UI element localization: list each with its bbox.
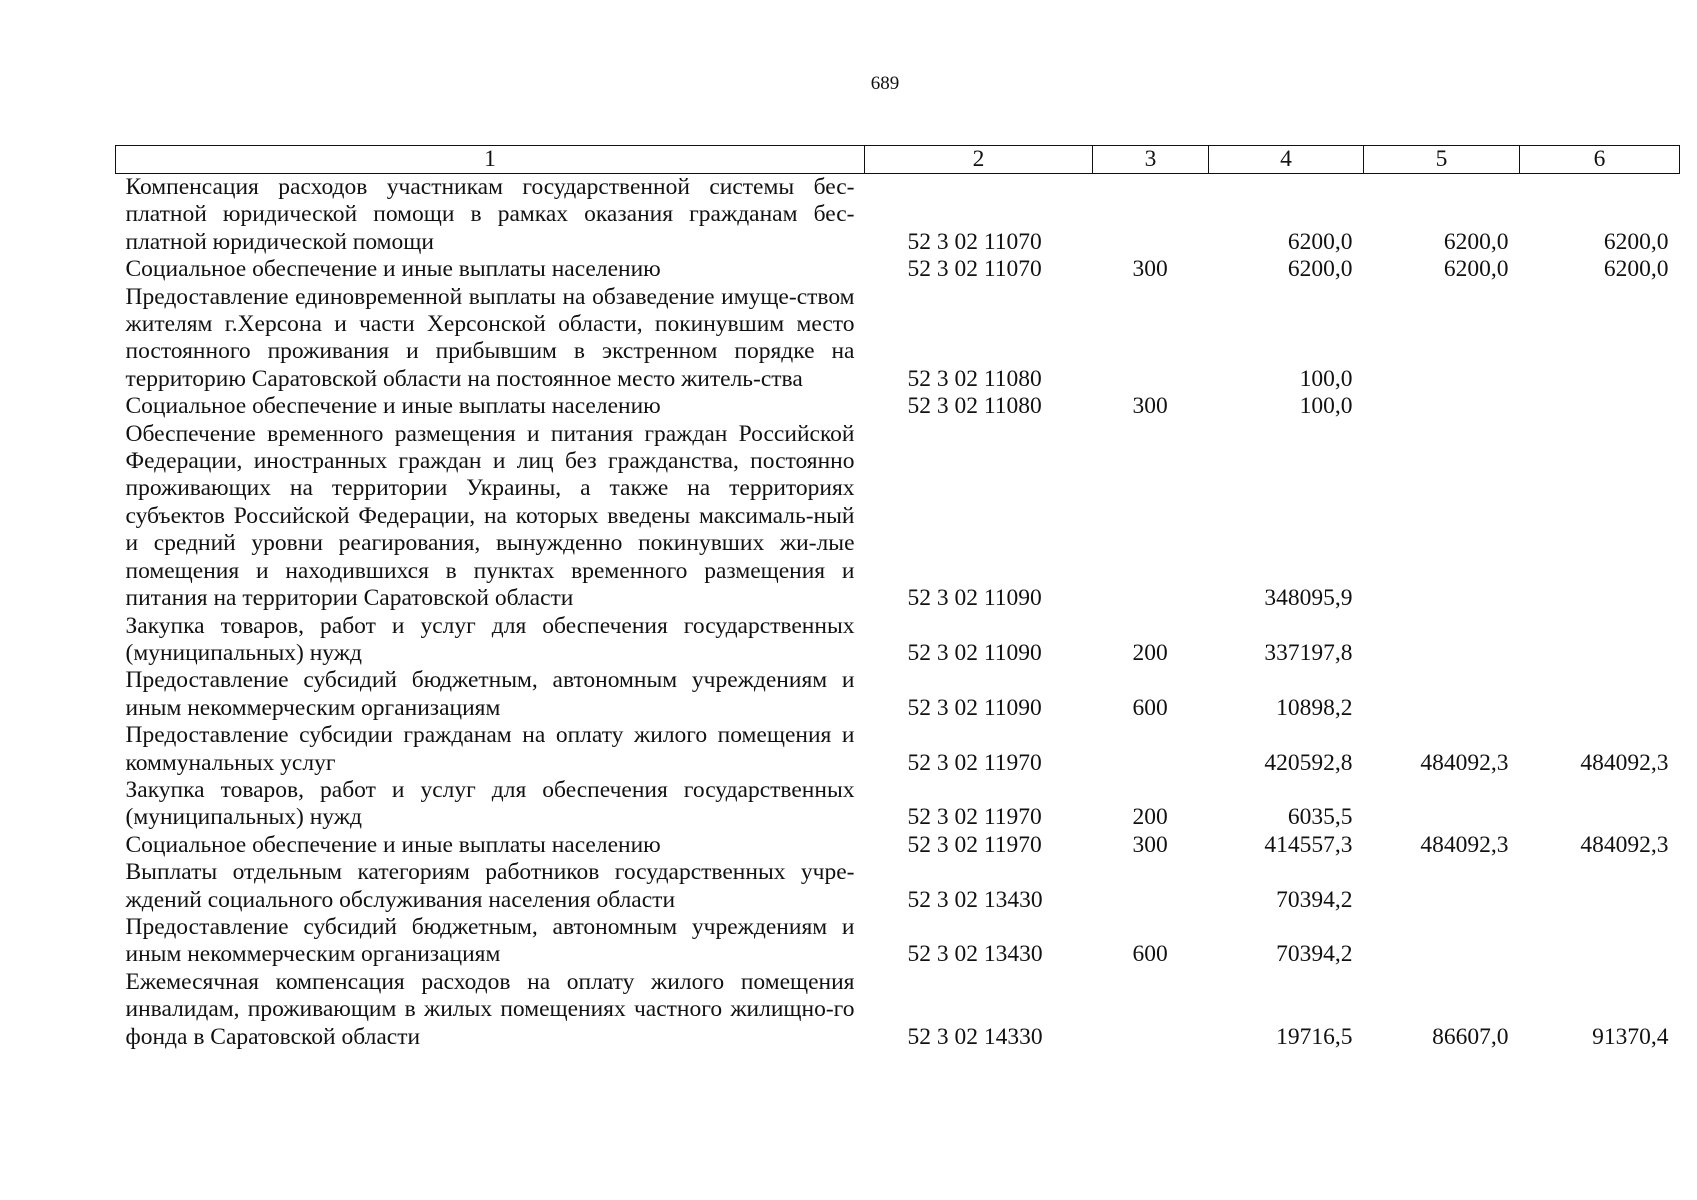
header-cell: 6 bbox=[1520, 146, 1680, 174]
row-expense-type bbox=[1093, 284, 1209, 394]
row-value-3: 6200,0 bbox=[1603, 228, 1669, 255]
row-expense-type bbox=[1093, 969, 1209, 1051]
table-body bbox=[116, 174, 1680, 1052]
row-value-1: 6200,0 bbox=[1287, 256, 1353, 283]
header-cell: 1 bbox=[116, 146, 865, 174]
row-expense-type bbox=[1093, 722, 1209, 777]
table-row bbox=[116, 722, 1680, 777]
row-code: 52 3 02 13430 bbox=[907, 886, 1043, 913]
row-value-3: 6200,0 bbox=[1603, 256, 1669, 283]
table-header bbox=[116, 146, 1680, 174]
row-value-1: 70394,2 bbox=[1276, 941, 1353, 968]
row-code: 52 3 02 11090 bbox=[907, 639, 1042, 666]
budget-table-container bbox=[115, 145, 1679, 1051]
row-value-2 bbox=[1364, 667, 1520, 722]
row-description: Компенсация расходов участникам государственной системы бес-платной юридической помощи в рамках оказания гражданам бес-платной юридической помощи bbox=[125, 174, 855, 255]
row-value-2 bbox=[1364, 777, 1520, 832]
row-value-1: 6200,0 bbox=[1287, 228, 1353, 255]
row-value-1: 420592,8 bbox=[1264, 749, 1353, 776]
row-expense-type: 200 bbox=[1132, 639, 1168, 666]
row-description: Предоставление субсидии гражданам на оплату жилого помещения и коммунальных услуг bbox=[125, 722, 855, 776]
row-value-3 bbox=[1520, 777, 1680, 832]
row-value-3: 484092,3 bbox=[1580, 831, 1669, 858]
row-value-3 bbox=[1520, 393, 1680, 420]
row-description: Предоставление единовременной выплаты на обзаведение имуще-ством жителям г.Херсона и части Херсонской области, покинувшим место постоянного проживания и прибывшим в экстренном порядке на территорию Саратовской области на постоянное место житель-ства bbox=[125, 283, 855, 392]
table-row bbox=[116, 969, 1680, 1051]
header-row bbox=[116, 146, 1680, 174]
row-value-1: 6035,5 bbox=[1287, 804, 1353, 831]
table-row bbox=[116, 777, 1680, 832]
row-description: Закупка товаров, работ и услуг для обеспечения государственных (муниципальных) нужд bbox=[125, 776, 855, 831]
row-value-2: 6200,0 bbox=[1443, 256, 1509, 283]
row-value-2 bbox=[1364, 613, 1520, 668]
row-value-3 bbox=[1520, 421, 1680, 613]
row-value-2 bbox=[1364, 421, 1520, 613]
table-row bbox=[116, 256, 1680, 283]
row-expense-type: 300 bbox=[1132, 393, 1168, 420]
row-value-1: 337197,8 bbox=[1264, 639, 1353, 666]
row-expense-type bbox=[1093, 174, 1209, 257]
table-row bbox=[116, 284, 1680, 394]
row-value-2 bbox=[1364, 393, 1520, 420]
header-cell: 4 bbox=[1209, 146, 1364, 174]
page-number: 689 bbox=[870, 73, 900, 94]
row-value-3 bbox=[1520, 613, 1680, 668]
row-value-2: 484092,3 bbox=[1420, 749, 1509, 776]
table-row bbox=[116, 832, 1680, 859]
row-value-3 bbox=[1520, 914, 1680, 969]
row-expense-type bbox=[1093, 421, 1209, 613]
table-row bbox=[116, 613, 1680, 668]
row-code: 52 3 02 11080 bbox=[907, 365, 1042, 392]
header-cell: 2 bbox=[865, 146, 1093, 174]
header-cell: 5 bbox=[1364, 146, 1520, 174]
row-description: Предоставление субсидий бюджетным, автономным учреждениям и иным некоммерческим организациям bbox=[125, 667, 855, 721]
row-code: 52 3 02 11080 bbox=[907, 393, 1042, 420]
row-description: Обеспечение временного размещения и питания граждан Российской Федерации, иностранных граждан и лиц без гражданства, постоянно проживающих на территории Украины, а также на территориях субъектов Российской Федерации, на которых введены максималь-ный и средний уровни реагирования, вынужденно покинувших жи-лые помещения и находившихся в пунктах временного размещения и питания на территории Саратовской области bbox=[125, 420, 855, 612]
row-value-1: 414557,3 bbox=[1264, 831, 1353, 858]
table-row bbox=[116, 174, 1680, 257]
row-expense-type bbox=[1093, 859, 1209, 914]
budget-table bbox=[115, 145, 1680, 1051]
row-description: Предоставление субсидий бюджетным, автономным учреждениям и иным некоммерческим организациям bbox=[125, 913, 855, 968]
table-row bbox=[116, 667, 1680, 722]
row-value-1: 70394,2 bbox=[1276, 886, 1353, 913]
row-expense-type: 600 bbox=[1132, 694, 1168, 721]
row-value-3: 91370,4 bbox=[1592, 1023, 1669, 1050]
header-cell: 3 bbox=[1093, 146, 1209, 174]
row-code: 52 3 02 14330 bbox=[907, 1023, 1043, 1050]
row-code: 52 3 02 11090 bbox=[907, 585, 1042, 612]
row-expense-type: 200 bbox=[1132, 804, 1168, 831]
row-value-3 bbox=[1520, 667, 1680, 722]
row-value-3 bbox=[1520, 859, 1680, 914]
row-code: 52 3 02 13430 bbox=[907, 941, 1043, 968]
table-row bbox=[116, 859, 1680, 914]
row-code: 52 3 02 11970 bbox=[907, 831, 1042, 858]
row-value-1: 19716,5 bbox=[1276, 1023, 1353, 1050]
row-description: Ежемесячная компенсация расходов на оплату жилого помещения инвалидам, проживающим в жилых помещениях частного жилищно-го фонда в Саратовской области bbox=[125, 968, 855, 1050]
row-value-3: 484092,3 bbox=[1580, 749, 1669, 776]
row-value-2 bbox=[1364, 914, 1520, 969]
row-value-3 bbox=[1520, 284, 1680, 394]
row-value-1: 100,0 bbox=[1299, 393, 1353, 420]
row-description: Социальное обеспечение и иные выплаты населению bbox=[125, 831, 661, 858]
row-code: 52 3 02 11070 bbox=[907, 228, 1042, 255]
row-value-2 bbox=[1364, 284, 1520, 394]
row-code: 52 3 02 11970 bbox=[907, 749, 1042, 776]
row-value-2: 484092,3 bbox=[1420, 831, 1509, 858]
row-expense-type: 600 bbox=[1132, 941, 1168, 968]
row-value-1: 100,0 bbox=[1299, 365, 1353, 392]
row-value-2: 6200,0 bbox=[1443, 228, 1509, 255]
row-code: 52 3 02 11070 bbox=[907, 256, 1042, 283]
row-description: Закупка товаров, работ и услуг для обеспечения государственных (муниципальных) нужд bbox=[125, 612, 855, 666]
row-expense-type: 300 bbox=[1132, 831, 1168, 858]
row-value-1: 348095,9 bbox=[1264, 585, 1353, 612]
row-expense-type: 300 bbox=[1132, 256, 1168, 283]
row-value-2: 86607,0 bbox=[1432, 1023, 1509, 1050]
row-value-2 bbox=[1364, 859, 1520, 914]
table-row bbox=[116, 421, 1680, 613]
table-row bbox=[116, 914, 1680, 969]
row-value-1: 10898,2 bbox=[1276, 694, 1353, 721]
row-description: Выплаты отдельным категориям работников государственных учре-ждений социального обслуживания населения области bbox=[125, 859, 855, 913]
row-code: 52 3 02 11090 bbox=[907, 694, 1042, 721]
table-row bbox=[116, 393, 1680, 420]
row-description: Социальное обеспечение и иные выплаты населению bbox=[125, 256, 661, 283]
row-description: Социальное обеспечение и иные выплаты населению bbox=[125, 393, 661, 420]
row-code: 52 3 02 11970 bbox=[907, 804, 1042, 831]
